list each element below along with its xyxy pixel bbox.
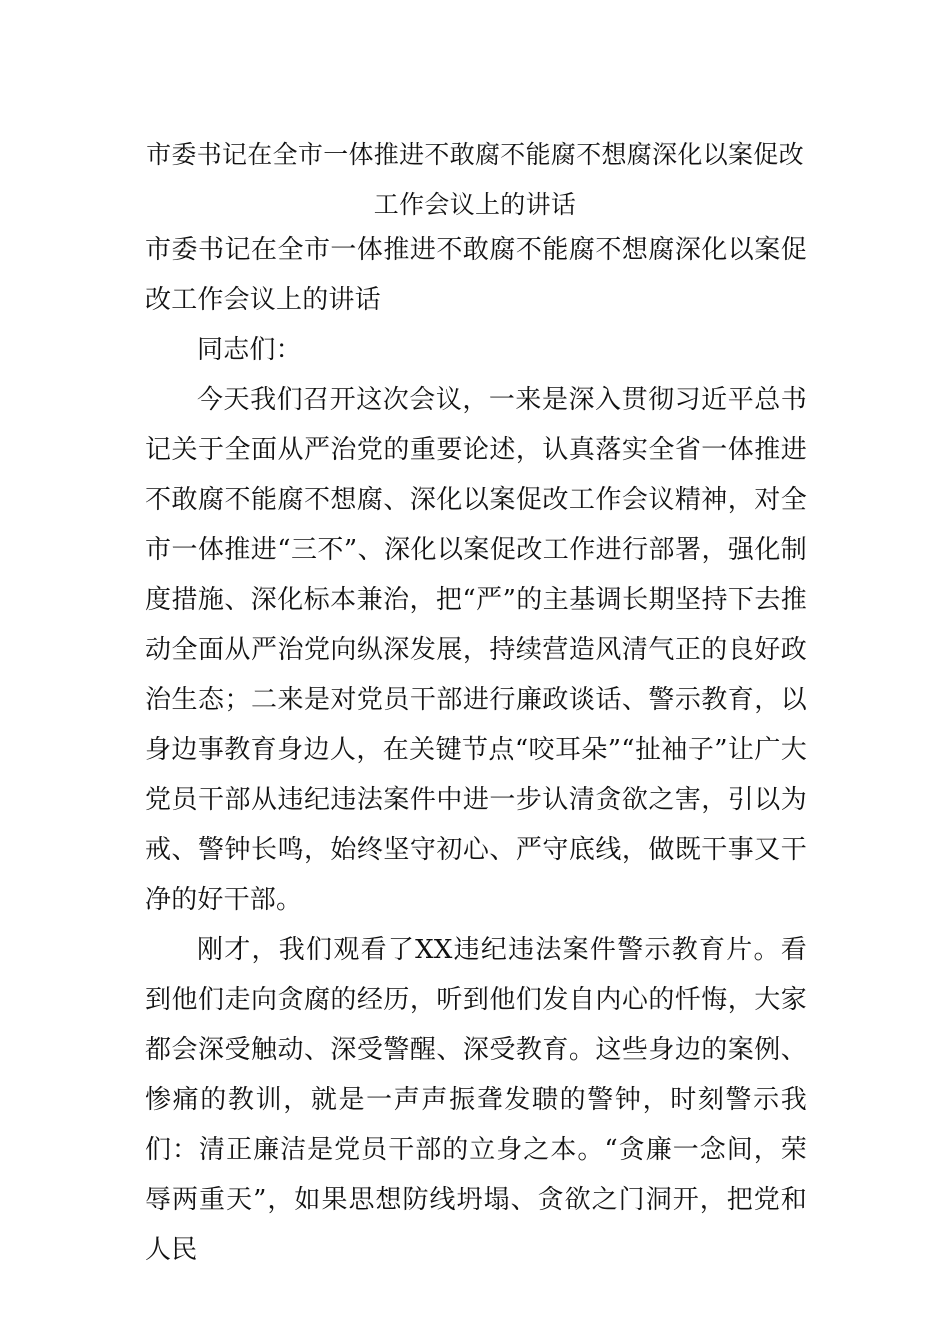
document-title: 市委书记在全市一体推进不敢腐不能腐不想腐深化以案促改工作会议上的讲话 bbox=[146, 140, 804, 219]
salutation: 同志们： bbox=[197, 335, 302, 365]
repeated-title: 市委书记在全市一体推进不敢腐不能腐不想腐深化以案促改工作会议上的讲话 bbox=[145, 235, 807, 315]
paragraph-1: 今天我们召开这次会议，一来是深入贯彻习近平总书记关于全面从严治党的重要论述，认真落实全省一体推进不敢腐不能腐不想腐、深化以案促改工作会议精神，对全市一体推进“三不”、深化以案促改工作进行部署，强化制度措施、深化标本兼治，把“严”的主基调长期坚持下去推动全面从严治党向纵深发展，持续营造风清气正的良好政治生态；二来是对党员干部进行廉政谈话、警示教育，以身边事教育身边人，在关键节点“咬耳朵”“扯袖子”让广大党员干部从违纪违法案件中进一步认清贪欲之害，引以为戒、警钟长鸣，始终坚守初心、严守底线，做既干事又干净的好干部。 bbox=[145, 385, 807, 915]
document-body bbox=[145, 225, 807, 1275]
paragraph-2: 刚才，我们观看了XX违纪违法案件警示教育片。看到他们走向贪腐的经历，听到他们发自内心的忏悔，大家都会深受触动、深受警醒、深受教育。这些身边的案例、惨痛的教训，就是一声声振聋发聩的警钟，时刻警示我们：清正廉洁是党员干部的立身之本。“贪廉一念间，荣辱两重天”，如果思想防线坍塌、贪欲之门洞开，把党和人民 bbox=[145, 935, 807, 1265]
